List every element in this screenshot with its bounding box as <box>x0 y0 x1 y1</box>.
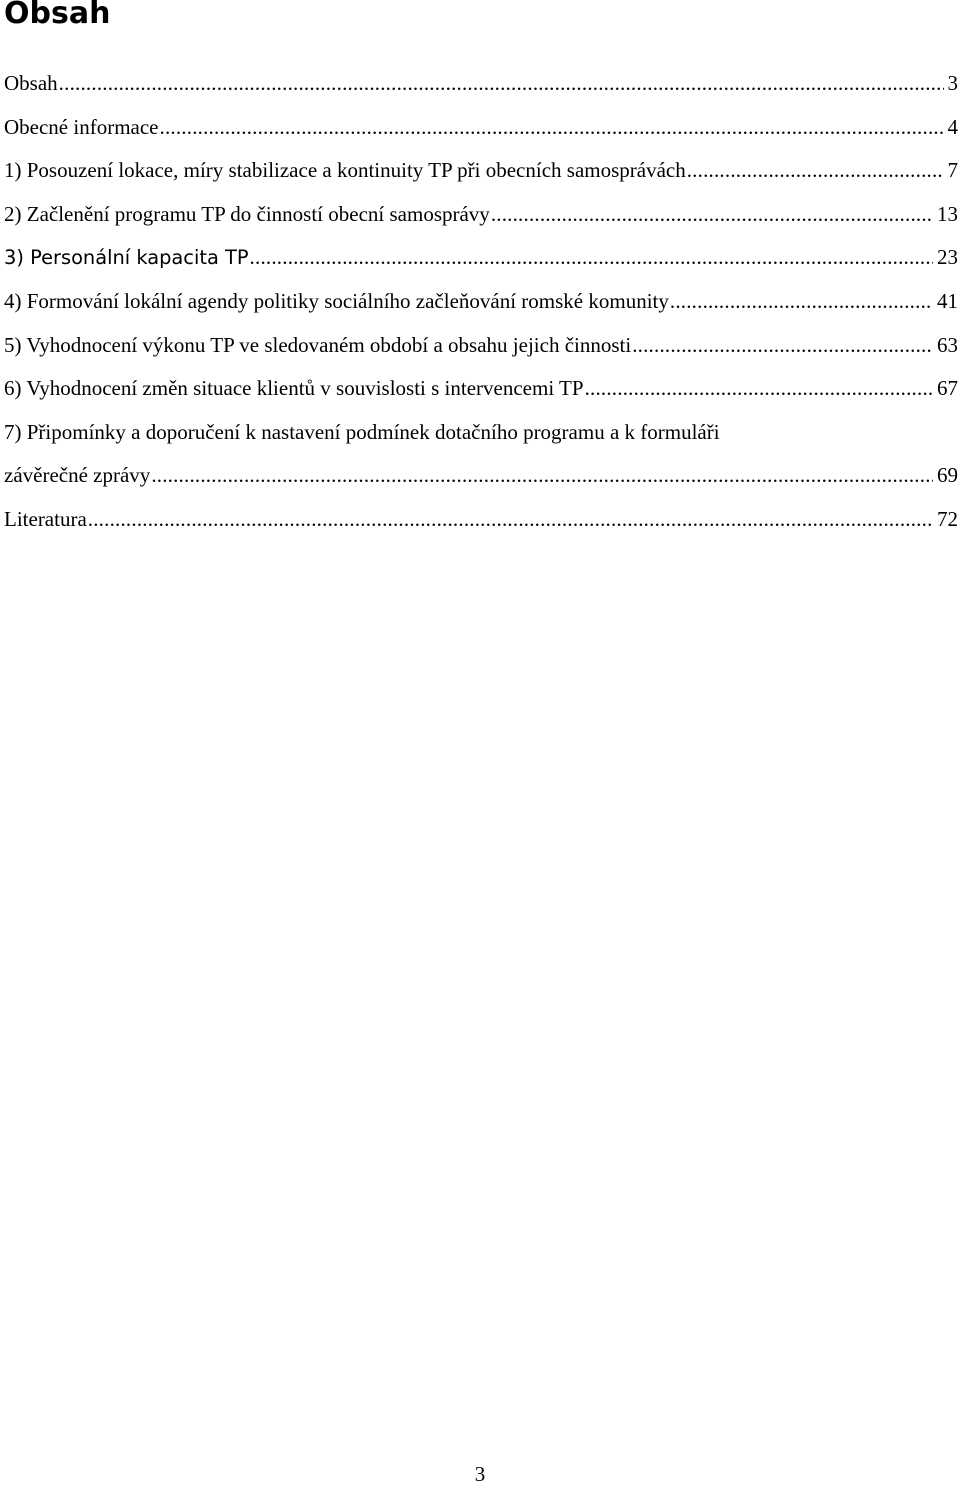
toc-dot-leader <box>160 106 944 150</box>
toc-entry-1[interactable] <box>4 149 958 193</box>
toc-dot-leader <box>88 498 933 542</box>
page-number: 3 <box>474 1462 486 1486</box>
toc-entry-page: 7 <box>947 158 958 183</box>
toc-entry-title: 7) Připomínky a doporučení k nastavení podmínek dotačního programu a k formuláři <box>4 419 720 444</box>
toc-entry-page: 41 <box>937 288 958 313</box>
toc-dot-leader <box>151 454 933 498</box>
toc-dot-leader <box>491 193 933 237</box>
toc-entry-page: 69 <box>937 463 958 488</box>
toc-dot-leader <box>585 367 933 411</box>
toc-entry-5[interactable] <box>4 324 958 368</box>
toc-entry-6[interactable] <box>4 367 958 411</box>
toc-heading: Obsah <box>4 0 111 31</box>
toc-entry-page: 3 <box>947 71 958 95</box>
toc-entry-page: 23 <box>937 245 958 270</box>
toc-dot-leader <box>632 324 933 368</box>
toc-entry-title: 2) Začlenění programu TP do činností obecní samosprávy <box>4 201 490 226</box>
table-of-contents <box>4 62 958 542</box>
toc-entry-title: Literatura <box>4 506 87 531</box>
toc-entry-title: 5) Vyhodnocení výkonu TP ve sledovaném období a obsahu jejich činnosti <box>4 332 632 357</box>
toc-entry-title: 3) Personální kapacita TP <box>4 246 249 270</box>
toc-entry-title: Obecné informace <box>4 114 159 139</box>
toc-entry-2[interactable] <box>4 193 958 237</box>
toc-dot-leader <box>670 280 933 324</box>
toc-dot-leader <box>59 62 944 106</box>
toc-entry-title-continued: závěrečné zprávy <box>4 463 151 488</box>
toc-entry-title: 1) Posouzení lokace, míry stabilizace a kontinuity TP při obecních samosprávách <box>4 158 686 183</box>
toc-entry-7-line1[interactable] <box>4 411 958 455</box>
toc-dot-leader <box>687 149 944 193</box>
toc-entry-page: 63 <box>937 332 958 357</box>
toc-entry-page: 4 <box>947 114 958 139</box>
toc-entry-literatura[interactable] <box>4 498 958 542</box>
toc-entry-page: 67 <box>937 376 958 401</box>
toc-entry-title: 4) Formování lokální agendy politiky sociálního začleňování romské komunity <box>4 288 669 313</box>
toc-entry-3[interactable] <box>4 236 958 280</box>
toc-entry-7[interactable] <box>4 454 958 498</box>
toc-entry-title: 6) Vyhodnocení změn situace klientů v souvislosti s intervencemi TP <box>4 376 584 401</box>
toc-entry-obsah[interactable] <box>4 62 958 106</box>
toc-entry-title: Obsah <box>4 71 58 95</box>
toc-entry-page: 72 <box>937 506 958 531</box>
toc-entry-page: 13 <box>937 201 958 226</box>
toc-entry-obecne-informace[interactable] <box>4 106 958 150</box>
toc-entry-4[interactable] <box>4 280 958 324</box>
toc-dot-leader <box>250 236 933 280</box>
